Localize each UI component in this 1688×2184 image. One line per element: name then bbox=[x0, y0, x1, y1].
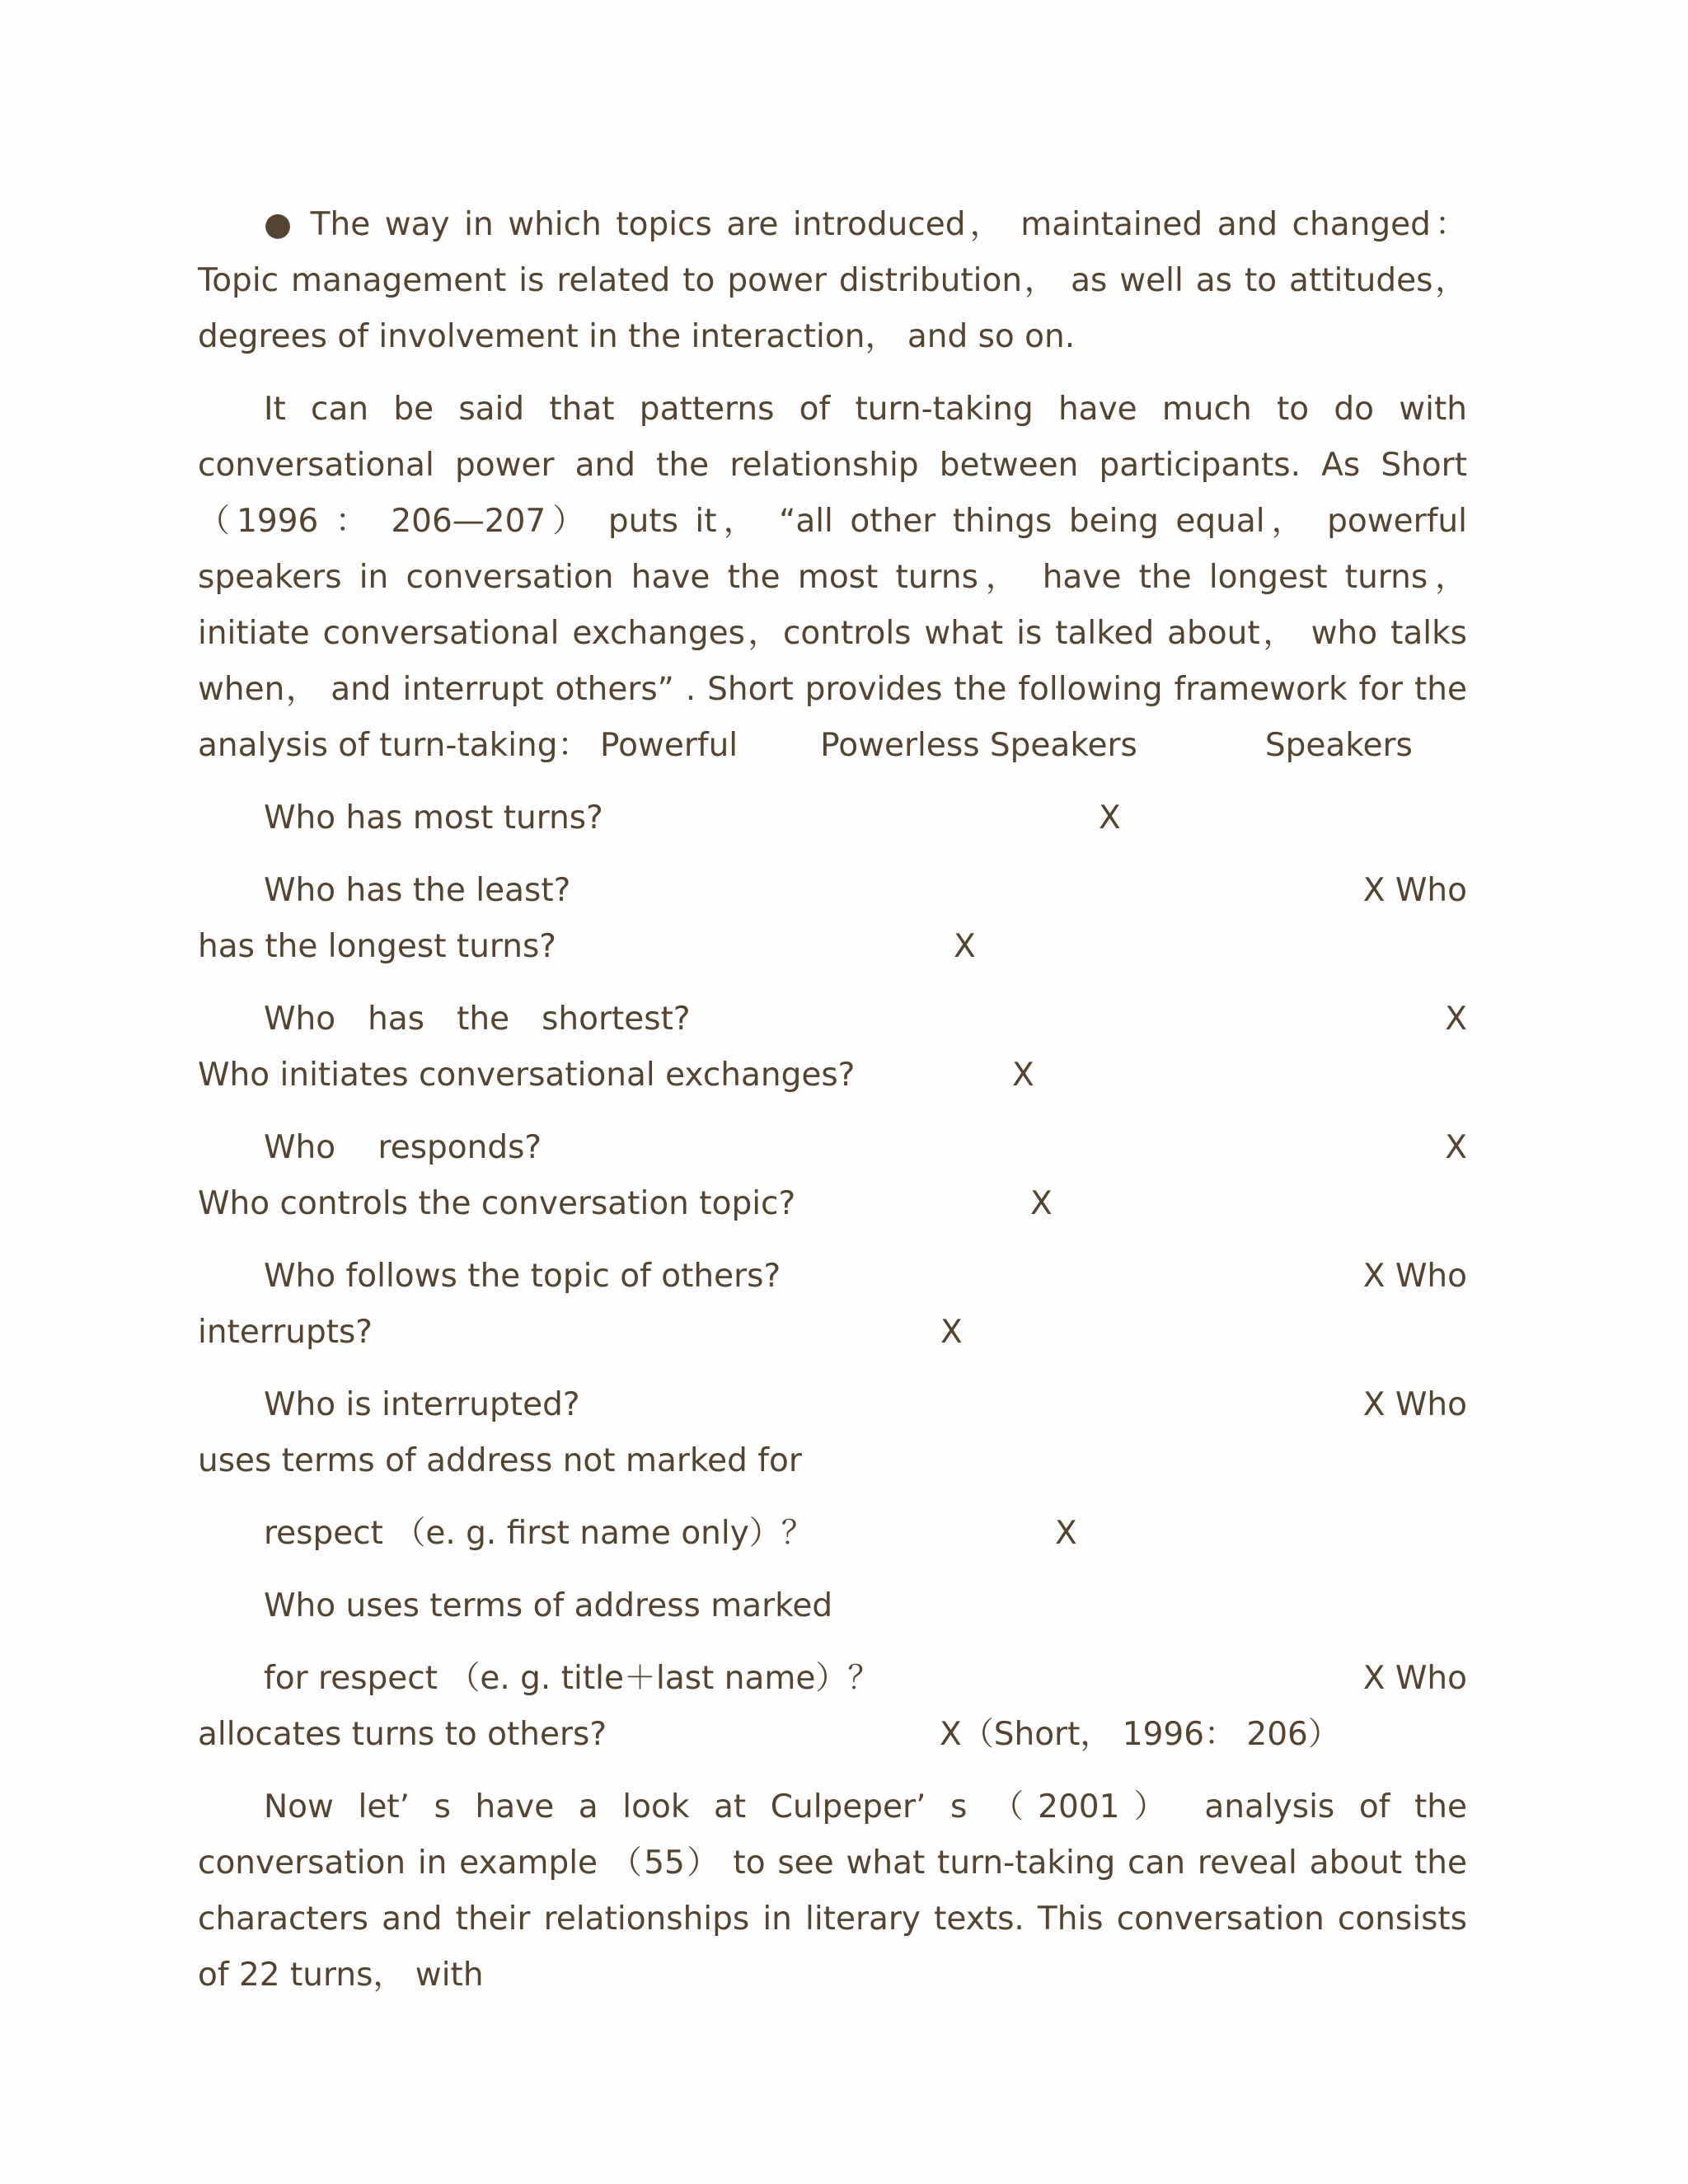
table-row bbox=[198, 1377, 1467, 1433]
row-question: for respect （e. g. title＋last name）？ bbox=[264, 1660, 880, 1697]
col-powerful: Powerful bbox=[599, 727, 738, 764]
row-question: respect （e. g. first name only）？ bbox=[264, 1515, 814, 1552]
row-mark: X bbox=[1445, 1001, 1467, 1038]
body-text bbox=[198, 197, 1467, 2020]
table-row bbox=[198, 919, 1467, 975]
row-question: uses terms of address not marked for bbox=[198, 1442, 802, 1479]
row-mark: X Who bbox=[1362, 872, 1467, 909]
row-mark: X bbox=[1055, 1515, 1077, 1552]
row-mark: X bbox=[1099, 799, 1121, 837]
paragraph-topic-management: ● The way in which topics are introduced， maintained and changed： Topic management is related to power distribution， as well as to attitudes，degrees of involvement in the interaction， and so on. bbox=[198, 206, 1467, 355]
table-row bbox=[198, 991, 1467, 1047]
table-row bbox=[198, 1176, 1467, 1232]
row-question: Who uses terms of address marked bbox=[264, 1587, 833, 1624]
row-question: Who is interrupted? bbox=[264, 1386, 580, 1423]
row-mark: X bbox=[1030, 1185, 1053, 1222]
row-mark: X Who bbox=[1362, 1386, 1467, 1423]
table-row bbox=[198, 1305, 1467, 1361]
table-row bbox=[198, 1047, 1467, 1104]
row-mark: X bbox=[1012, 1057, 1034, 1094]
row-mark: X bbox=[1445, 1129, 1467, 1166]
row-question: Who has the shortest? bbox=[264, 1001, 691, 1038]
row-question: Who has most turns? bbox=[264, 799, 603, 837]
table-row bbox=[198, 1433, 1467, 1489]
table-row bbox=[198, 1506, 1467, 1562]
table-row bbox=[198, 790, 1467, 846]
row-question: Who follows the topic of others? bbox=[264, 1258, 781, 1295]
row-mark: X bbox=[954, 928, 976, 965]
table-row bbox=[198, 1120, 1467, 1176]
col-powerless-speakers: Powerless Speakers bbox=[820, 727, 1137, 764]
paragraph-culpeper-analysis: Now let’ s have a look at Culpeper’ s （2001） analysis of the conversation in example （55） to see what turn-taking can reveal about the characters and their relationships in literary texts. This conversation consists of 22 turns， with bbox=[198, 1788, 1467, 1994]
row-question: interrupts? bbox=[198, 1314, 373, 1351]
paragraph-turn-taking-text: It can be said that patterns of turn-taking have much to do with conversational power and the relationship between participants. As Short （1996 ： 206—207） puts it， “all other things being equal， powerful speakers in conversation have the most turns， have the longest turns， initiate conversational exchanges，controls what is talked about， who talks when， and interrupt others” . Short provides the following framework for the analysis of turn-taking： bbox=[198, 391, 1467, 764]
table-row bbox=[198, 1651, 1467, 1707]
col-speakers: Speakers bbox=[1264, 727, 1413, 764]
table-row bbox=[198, 863, 1467, 919]
row-mark: X bbox=[940, 1314, 963, 1351]
table-row bbox=[198, 1707, 1467, 1763]
row-mark: X Who bbox=[1362, 1258, 1467, 1295]
table-row bbox=[198, 1249, 1467, 1305]
row-question: has the longest turns? bbox=[198, 928, 556, 965]
row-question: Who controls the conversation topic? bbox=[198, 1185, 796, 1222]
row-question: Who initiates conversational exchanges? bbox=[198, 1057, 856, 1094]
row-mark: X Who bbox=[1362, 1660, 1467, 1697]
row-question: Who responds? bbox=[264, 1129, 542, 1166]
row-question: Who has the least? bbox=[264, 872, 571, 909]
row-question: allocates turns to others? bbox=[198, 1716, 607, 1753]
paragraph-turn-taking bbox=[198, 382, 1467, 774]
row-mark-citation: X（Short， 1996： 206） bbox=[940, 1716, 1340, 1753]
table-row bbox=[198, 1578, 1467, 1634]
